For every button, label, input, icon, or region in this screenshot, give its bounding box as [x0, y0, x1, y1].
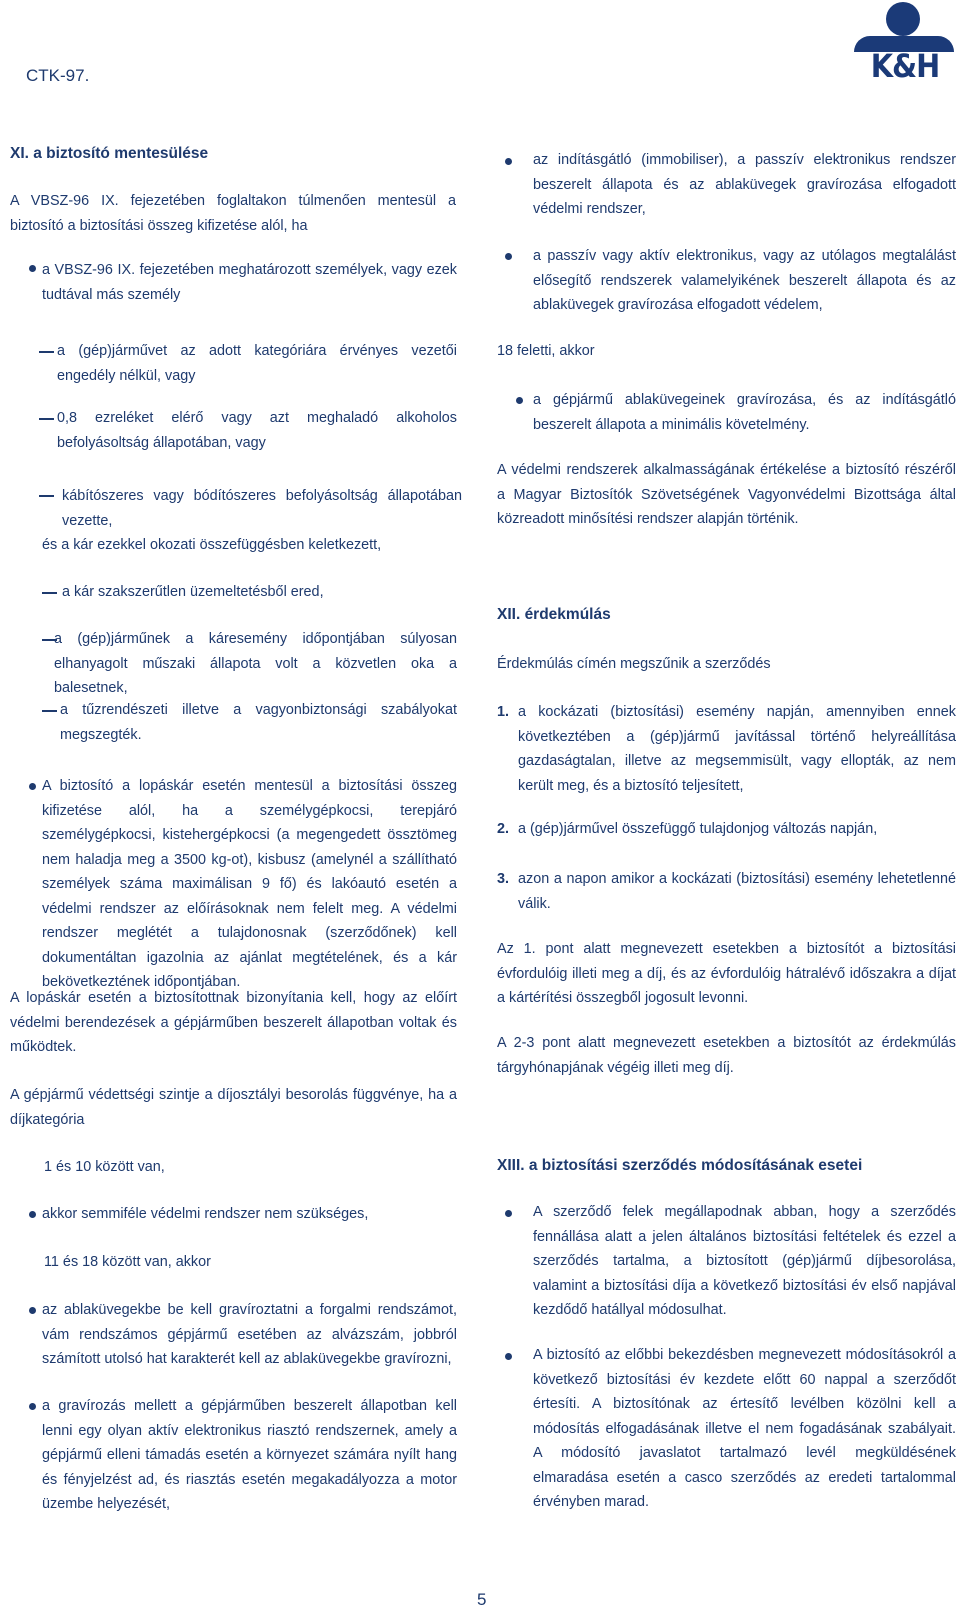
list-number: 3.: [497, 871, 510, 887]
dash-item: kábítószeres vagy bódítószeres befolyásoltság állapotában vezette,: [62, 488, 462, 529]
bullet-item: a VBSZ-96 IX. fejezetében meghatározott személyek, vagy ezek tudtával más személy: [42, 262, 457, 303]
paragraph: Az 1. pont alatt megnevezett esetekben a biztosítót a biztosítási évfordulóig illeti meg a díj, és az évfordulóig hátralévő időszakra a díjat a kártérítési összegből jogosult levonni.: [497, 941, 956, 1006]
intro-paragraph: A VBSZ-96 IX. fejezetében foglaltakon túlmenően mentesül a biztosító a biztosítási összeg kifizetése alól, ha: [10, 193, 456, 234]
paragraph: A 2-3 pont alatt megnevezett esetekben a biztosítót az érdekmúlás tárgyhónapjának végéig illeti meg díj.: [497, 1035, 956, 1076]
bullet-item: az indításgátló (immobiliser), a passzív elektronikus rendszer beszerelt állapota és az ablaküvegek gravírozása elfogadott védelmi rendszer,: [533, 152, 956, 217]
section-heading-xiii: XIII. a biztosítási szerződés módosításának esetei: [497, 1157, 863, 1174]
numbered-item: a kockázati (biztosítási) esemény napján, amennyiben ennek következtében a (gép)jármű javítással történő helyreállítása gazdaságtalan, illetve az megsemmisült, vagy ellopták, az nem került meg, és a biztosító teljesített,: [518, 704, 956, 794]
dash-icon: [42, 710, 57, 712]
paragraph: 18 feletti, akkor: [497, 343, 595, 359]
bullet-icon: [505, 253, 512, 260]
dash-item: 0,8 ezreléket elérő vagy azt meghaladó alkoholos befolyásoltság állapotában, vagy: [57, 410, 457, 451]
paragraph: 1 és 10 között van,: [44, 1159, 165, 1175]
section-heading-xii: XII. érdekmúlás: [497, 606, 611, 623]
page-number: 5: [477, 1590, 487, 1609]
dash-item: a (gép)járművet az adott kategóriára érvényes vezetői engedély nélkül, vagy: [57, 343, 457, 384]
bullet-item: a passzív vagy aktív elektronikus, vagy az utólagos megtalálást elősegítő rendszerek valamelyikének beszerelt állapota és az ablaküvegek gravírozása elfogadott védelem,: [533, 248, 956, 313]
dash-item: a tűzrendészeti illetve a vagyonbiztonsági szabályokat megszegték.: [60, 702, 457, 743]
paragraph: A védelmi rendszerek alkalmasságának értékelése a biztosító részéről a Magyar Biztosítók Szövetségének Vagyonvédelmi Bizottsága által közreadott minősítési rendszer alapján történik.: [497, 462, 956, 527]
bullet-item: a gépjármű ablaküvegeinek gravírozása, és az indításgátló beszerelt állapota a minimális követelmény.: [533, 392, 956, 433]
bullet-item: a gravírozás mellett a gépjárműben beszerelt állapotban kell lenni egy olyan aktív elektronikus riasztó rendszernek, amely a gépjármű elleni támadás esetén a környezet számára nyílt hang és fényjelzést ad, és riasztás esetén megakadályozza a motor üzembe helyezését,: [42, 1398, 457, 1512]
dash-icon: [39, 351, 54, 353]
list-number: 2.: [497, 821, 510, 837]
paragraph: A gépjármű védettségi szintje a díjosztályi besorolás függvénye, ha a díjkategória: [10, 1087, 457, 1128]
logo-text: K&H: [870, 47, 940, 85]
list-number: 1.: [497, 704, 510, 720]
bullet-item: A biztosító az előbbi bekezdésben megnevezett módosításokról a következő biztosítási év kezdete előtt 60 nappal a szerződőt értesíti. A biztosítónak az értesítő levélben közölni kell a módosítás elfogadásának illetve el nem fogadásának szabályait. A módosító javaslatot tartalmazó levél megküldésének elmaradása esetén a casco szerződés az eredeti tartalommal érvényben marad.: [533, 1347, 956, 1510]
bullet-icon: [29, 783, 36, 790]
dash-icon: [42, 592, 57, 594]
paragraph: Érdekmúlás címén megszűnik a szerződés: [497, 656, 771, 672]
kh-logo: [852, 0, 960, 86]
dash-icon: [39, 495, 54, 497]
bullet-item: akkor semmiféle védelmi rendszer nem szükséges,: [42, 1206, 369, 1222]
bullet-icon: [505, 1210, 512, 1217]
header-code: CTK-97.: [26, 66, 90, 85]
bullet-icon: [29, 1403, 36, 1410]
paragraph: A lopáskár esetén a biztosítottnak bizonyítania kell, hogy az előírt védelmi berendezések a gépjárműben beszerelt állapotban voltak és működtek.: [10, 990, 457, 1055]
paragraph: és a kár ezekkel okozati összefüggésben keletkezett,: [42, 537, 382, 553]
bullet-icon: [505, 1353, 512, 1360]
section-heading-xi: XI. a biztosító mentesülése: [10, 145, 209, 162]
bullet-icon: [29, 265, 36, 272]
bullet-item: A biztosító a lopáskár esetén mentesül a biztosítási összeg kifizetése alól, ha a személygépkocsi, terepjáró személygépkocsi, kistehergépkocsi (a megengedett össztömeg nem haladja meg a 3500 kg-ot), kisbusz (amelynél a szállítható személyek száma maximálisan 9 fő) és lakóautó esetén a védelmi rendszer az előírásoknak nem felelt meg. A védelmi rendszer meglétét a tulajdonosnak (szerződőnek) kell dokumentáltan igazolnia az ajánlat megtételének, és a kár bekövetkeztének időpontjában.: [42, 778, 457, 990]
dash-icon: [39, 418, 54, 420]
bullet-icon: [505, 158, 512, 165]
bullet-item: A szerződő felek megállapodnak abban, hogy a szerződés fennállása alatt a jelen általános biztosítási feltételek és ezzel a szerződés tartalma, a biztosított (gép)jármű díjbesorolása, valamint a biztosítási díja a következő biztosítási év első napjával kezdődő hatállyal módosulhat.: [533, 1204, 956, 1318]
dash-item: a kár szakszerűtlen üzemeltetésből ered,: [62, 584, 324, 600]
paragraph: 11 és 18 között van, akkor: [44, 1254, 211, 1270]
bullet-item: az ablaküvegekbe be kell gravíroztatni a forgalmi rendszámot, vám rendszámos gépjármű esetében az alvázszám, jobbról számított utolsó hat karakterét kell az ablaküvegekbe gravírozni,: [42, 1302, 457, 1367]
bullet-icon: [29, 1211, 36, 1218]
numbered-item: azon a napon amikor a kockázati (biztosítási) esemény lehetetlenné válik.: [518, 871, 956, 912]
logo-ball-icon: [886, 2, 920, 36]
bullet-icon: [516, 397, 523, 404]
dash-item: a (gép)járműnek a káresemény időpontjában súlyosan elhanyagolt műszaki állapota volt a közvetlen oka a balesetnek,: [54, 631, 457, 696]
bullet-icon: [29, 1307, 36, 1314]
numbered-item: a (gép)járművel összefüggő tulajdonjog változás napján,: [518, 821, 878, 837]
